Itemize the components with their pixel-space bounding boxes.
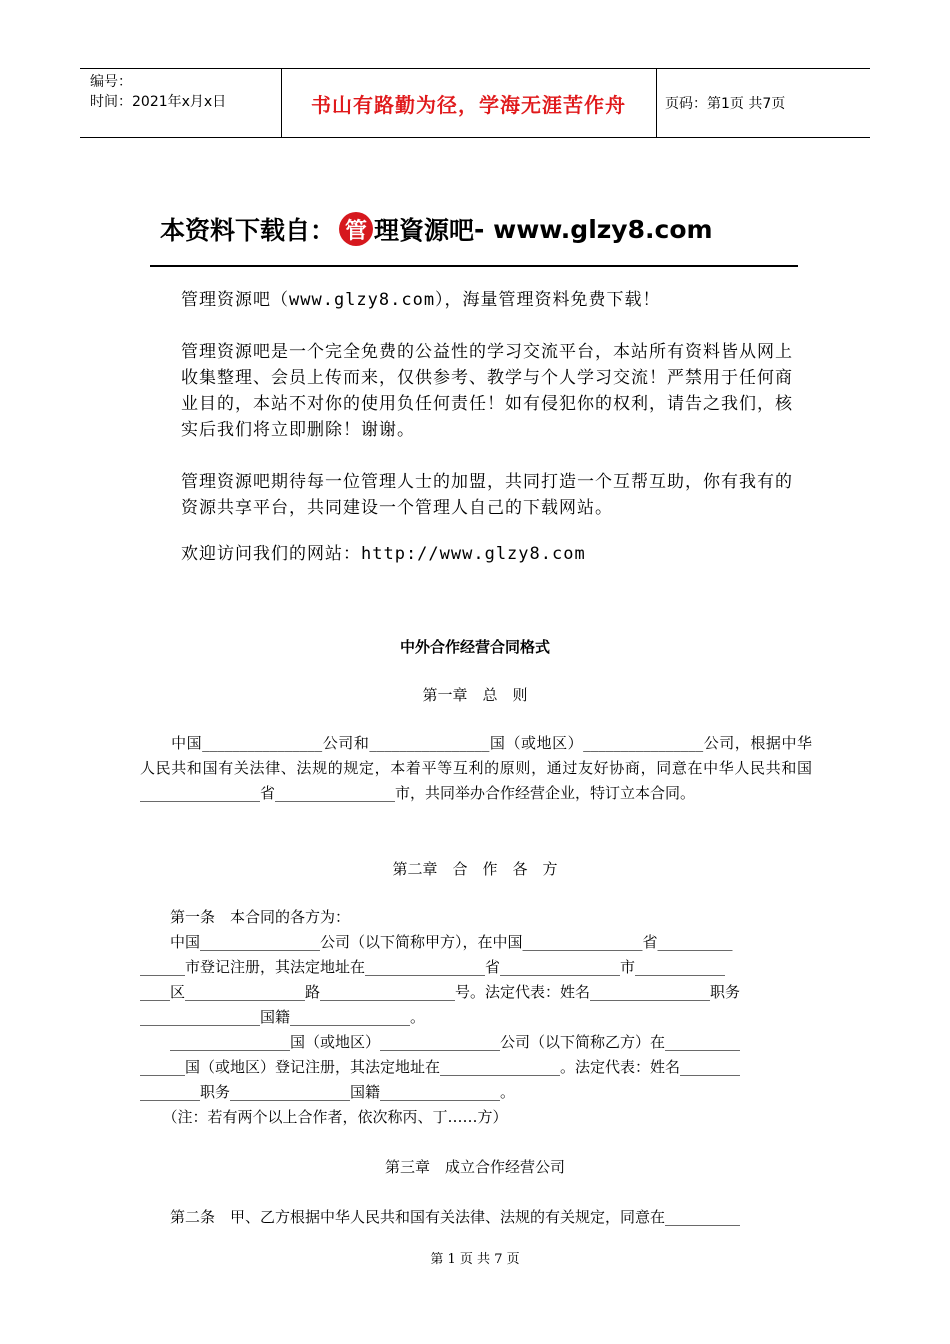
banner-site-name: 理資源吧 [374,216,475,245]
chapter-1-heading: 第一章 总 则 [422,686,528,704]
chapter-3-heading: 第三章 成立合作经营公司 [384,1158,565,1176]
header-box [80,68,870,138]
site-logo-icon: 管 [339,212,373,246]
party-b-line: ______国（或地区）登记注册，其法定地址在________________。法定代表：姓名________ [140,1058,741,1076]
header-divider [656,69,657,137]
party-a-line: ______市登记注册，其法定地址在________________省________________市____________ [140,958,726,976]
chapter-1-paragraph: 中国________________公司和________________国（或地区）________________公司，根据中华人民共和国有关法律、法规的规定，本着平等互利的原则，通过友好协商，同意在中华人民共和国________________省________________市，共同举办合作经营企业，特订立本合同。 [140,734,812,802]
party-a-line: ____区________________路__________________号。法定代表：姓名________________职务 [140,983,741,1001]
doc-time-label: 时间：2021年x月x日 [90,94,227,110]
party-b-line: ________________国（或地区）________________公司（以下简称乙方）在__________ [140,1033,741,1051]
article-2-line: 第二条 甲、乙方根据中华人民共和国有关法律、法规的有关规定，同意在__________ [140,1208,741,1226]
party-note: （注：若有两个以上合作者，依次称丙、丁……方） [140,1108,508,1126]
banner-url[interactable]: - www.glzy8.com [474,214,713,244]
header-page-label: 页码：第1页 共7页 [665,96,786,112]
page-footer: 第 1 页 共 7 页 [430,1252,520,1267]
doc-number-label: 编号： [90,74,132,90]
banner-rule [150,265,798,267]
download-banner [160,207,713,251]
party-a-line: 中国________________公司（以下简称甲方），在中国________________省__________ [140,933,733,951]
header-slogan: 书山有路勤为径，学海无涯苦作舟 [311,92,626,117]
document-title: 中外合作经营合同格式 [399,638,550,656]
party-b-line: ________职务________________国籍________________。 [140,1083,516,1101]
party-a-line: ________________国籍________________。 [140,1008,426,1026]
article-1-heading: 第一条 本合同的各方为： [140,908,351,926]
chapter-2-heading: 第二章 合 作 各 方 [392,860,558,878]
intro-paragraph-1: 管理资源吧（www.glzy8.com），海量管理资料免费下载！ [181,290,661,310]
banner-prefix: 本资料下载自： [160,216,336,245]
intro-paragraph-3: 管理资源吧期待每一位管理人士的加盟，共同打造一个互帮互助，你有我有的资源共享平台，共同建设一个管理人自己的下载网站。 [181,472,793,518]
intro-paragraph-2: 管理资源吧是一个完全免费的公益性的学习交流平台，本站所有资料皆从网上收集整理、会员上传而来，仅供参考、教学与个人学习交流！严禁用于任何商业目的，本站不对你的使用负任何责任！如有侵犯你的权利，请告之我们，核实后我们将立即删除！谢谢。 [181,342,793,440]
intro-paragraph-4: 欢迎访问我们的网站：http://www.glzy8.com [181,544,586,564]
header-meta [90,72,226,112]
